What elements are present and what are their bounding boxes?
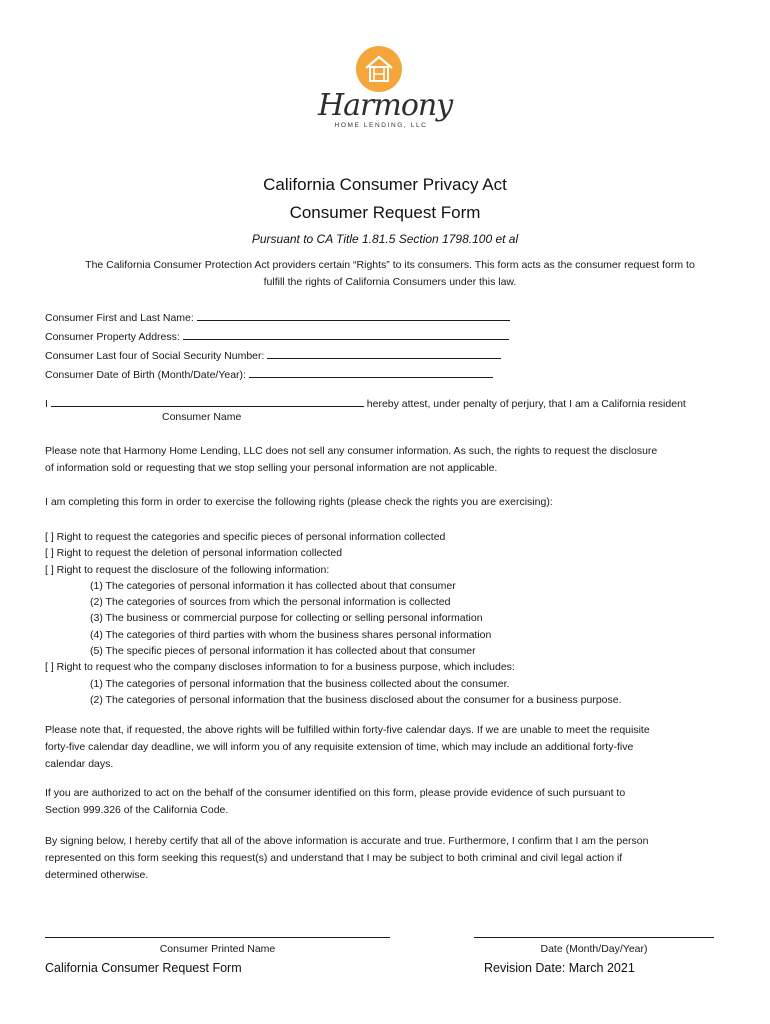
completing-statement: I am completing this form in order to exercise the following rights (please check the rights you are exercising): [45,496,553,508]
right-disclosure-checkbox[interactable]: [ ] Right to request the disclosure of the following information: [45,563,330,576]
footer-form-name: California Consumer Request Form [45,961,242,975]
consumer-name-line[interactable] [51,394,364,407]
list-item: (4) The categories of third parties with whom the business shares personal information [90,628,492,641]
ssn-field-line[interactable] [267,346,501,359]
right-categories-checkbox[interactable]: [ ] Right to request the categories and specific pieces of personal information collected [45,531,446,543]
ssn-field-label: Consumer Last four of Social Security Number: [45,350,265,362]
timeline-line2: forty-five calendar day deadline, we will inform you of any requisite extension of time, which may include an additional forty-five [45,741,634,753]
no-sale-notice [45,443,735,477]
form-title-line2: Consumer Request Form [289,203,481,222]
address-field-line[interactable] [183,327,509,340]
authorized-agent-notice [45,785,735,819]
date-signature-line[interactable] [474,937,714,938]
right-business-purpose-checkbox[interactable]: [ ] Right to request who the company discloses information to for a business purpose, which includes: [45,661,515,674]
intro-line2: fulfill the rights of California Consumers under this law. [263,276,517,288]
intro-paragraph [45,257,735,291]
certify-line3: determined otherwise. [45,869,149,881]
dob-field-line[interactable] [249,365,493,378]
form-subtitle: Pursuant to CA Title 1.81.5 Section 1798.100 et al [251,232,519,246]
dob-field-label: Consumer Date of Birth (Month/Date/Year): [45,369,246,381]
printed-name-signature-line[interactable] [45,937,390,938]
attestation-text: hereby attest, under penalty of perjury, that I am a California resident [366,398,686,410]
consumer-fields [45,308,735,384]
name-field-label: Consumer First and Last Name: [45,312,194,324]
auth-line1: If you are authorized to act on the behalf of the consumer identified on this form, please provide evidence of such pursuant to [45,787,626,799]
timeline-line3: calendar days. [45,758,114,770]
timeline-notice [45,722,735,773]
form-title-line1: California Consumer Privacy Act [263,175,507,194]
date-caption: Date (Month/Day/Year) [540,943,648,955]
attestation-prefix: I [45,398,48,410]
rights-checklist [45,529,735,708]
logo-wordmark: Harmony [318,88,453,123]
certification-statement [45,833,735,884]
attestation-row [45,394,735,410]
list-item: (3) The business or commercial purpose for collecting or selling personal information [90,612,483,625]
right-deletion-checkbox[interactable]: [ ] Right to request the deletion of personal information collected [45,547,343,560]
name-field-row [45,308,735,327]
no-sale-line1: Please note that Harmony Home Lending, LLC does not sell any consumer information. As such, the rights to request the disclosure [45,445,658,457]
name-field-line[interactable] [197,308,510,321]
ssn-field-row [45,346,735,365]
list-item: (2) The categories of personal information that the business disclosed about the consumer for a business purpose. [90,693,622,706]
house-logo-icon [356,46,402,92]
no-sale-line2: of information sold or requesting that we stop selling your personal information are not applicable. [45,462,498,474]
printed-name-caption: Consumer Printed Name [159,943,276,955]
list-item: (1) The categories of personal information it has collected about that consumer [90,579,456,592]
logo-subtext: HOME LENDING, LLC [334,122,428,129]
intro-line1: The California Consumer Protection Act providers certain “Rights” to its consumers. This form acts as the consumer request form to [85,259,695,271]
certify-line1: By signing below, I hereby certify that all of the above information is accurate and true. Furthermore, I confirm that I am the person [45,835,649,847]
address-field-row [45,327,735,346]
auth-line2: Section 999.326 of the California Code. [45,804,229,816]
list-item: (2) The categories of sources from which the personal information is collected [90,596,451,609]
list-item: (5) The specific pieces of personal information it has collected about that consumer [90,645,476,658]
timeline-line1: Please note that, if requested, the above rights will be fulfilled within forty-five calendar days. If we are unable to meet the requisite [45,724,650,736]
consumer-name-caption: Consumer Name [162,411,242,423]
list-item: (1) The categories of personal information that the business collected about the consumer. [90,677,510,690]
footer-revision-date: Revision Date: March 2021 [484,961,635,975]
certify-line2: represented on this form seeking this request(s) and understand that I may be subject to both criminal and civil legal action if [45,852,623,864]
address-field-label: Consumer Property Address: [45,331,180,343]
dob-field-row [45,365,735,384]
company-logo [318,46,453,136]
